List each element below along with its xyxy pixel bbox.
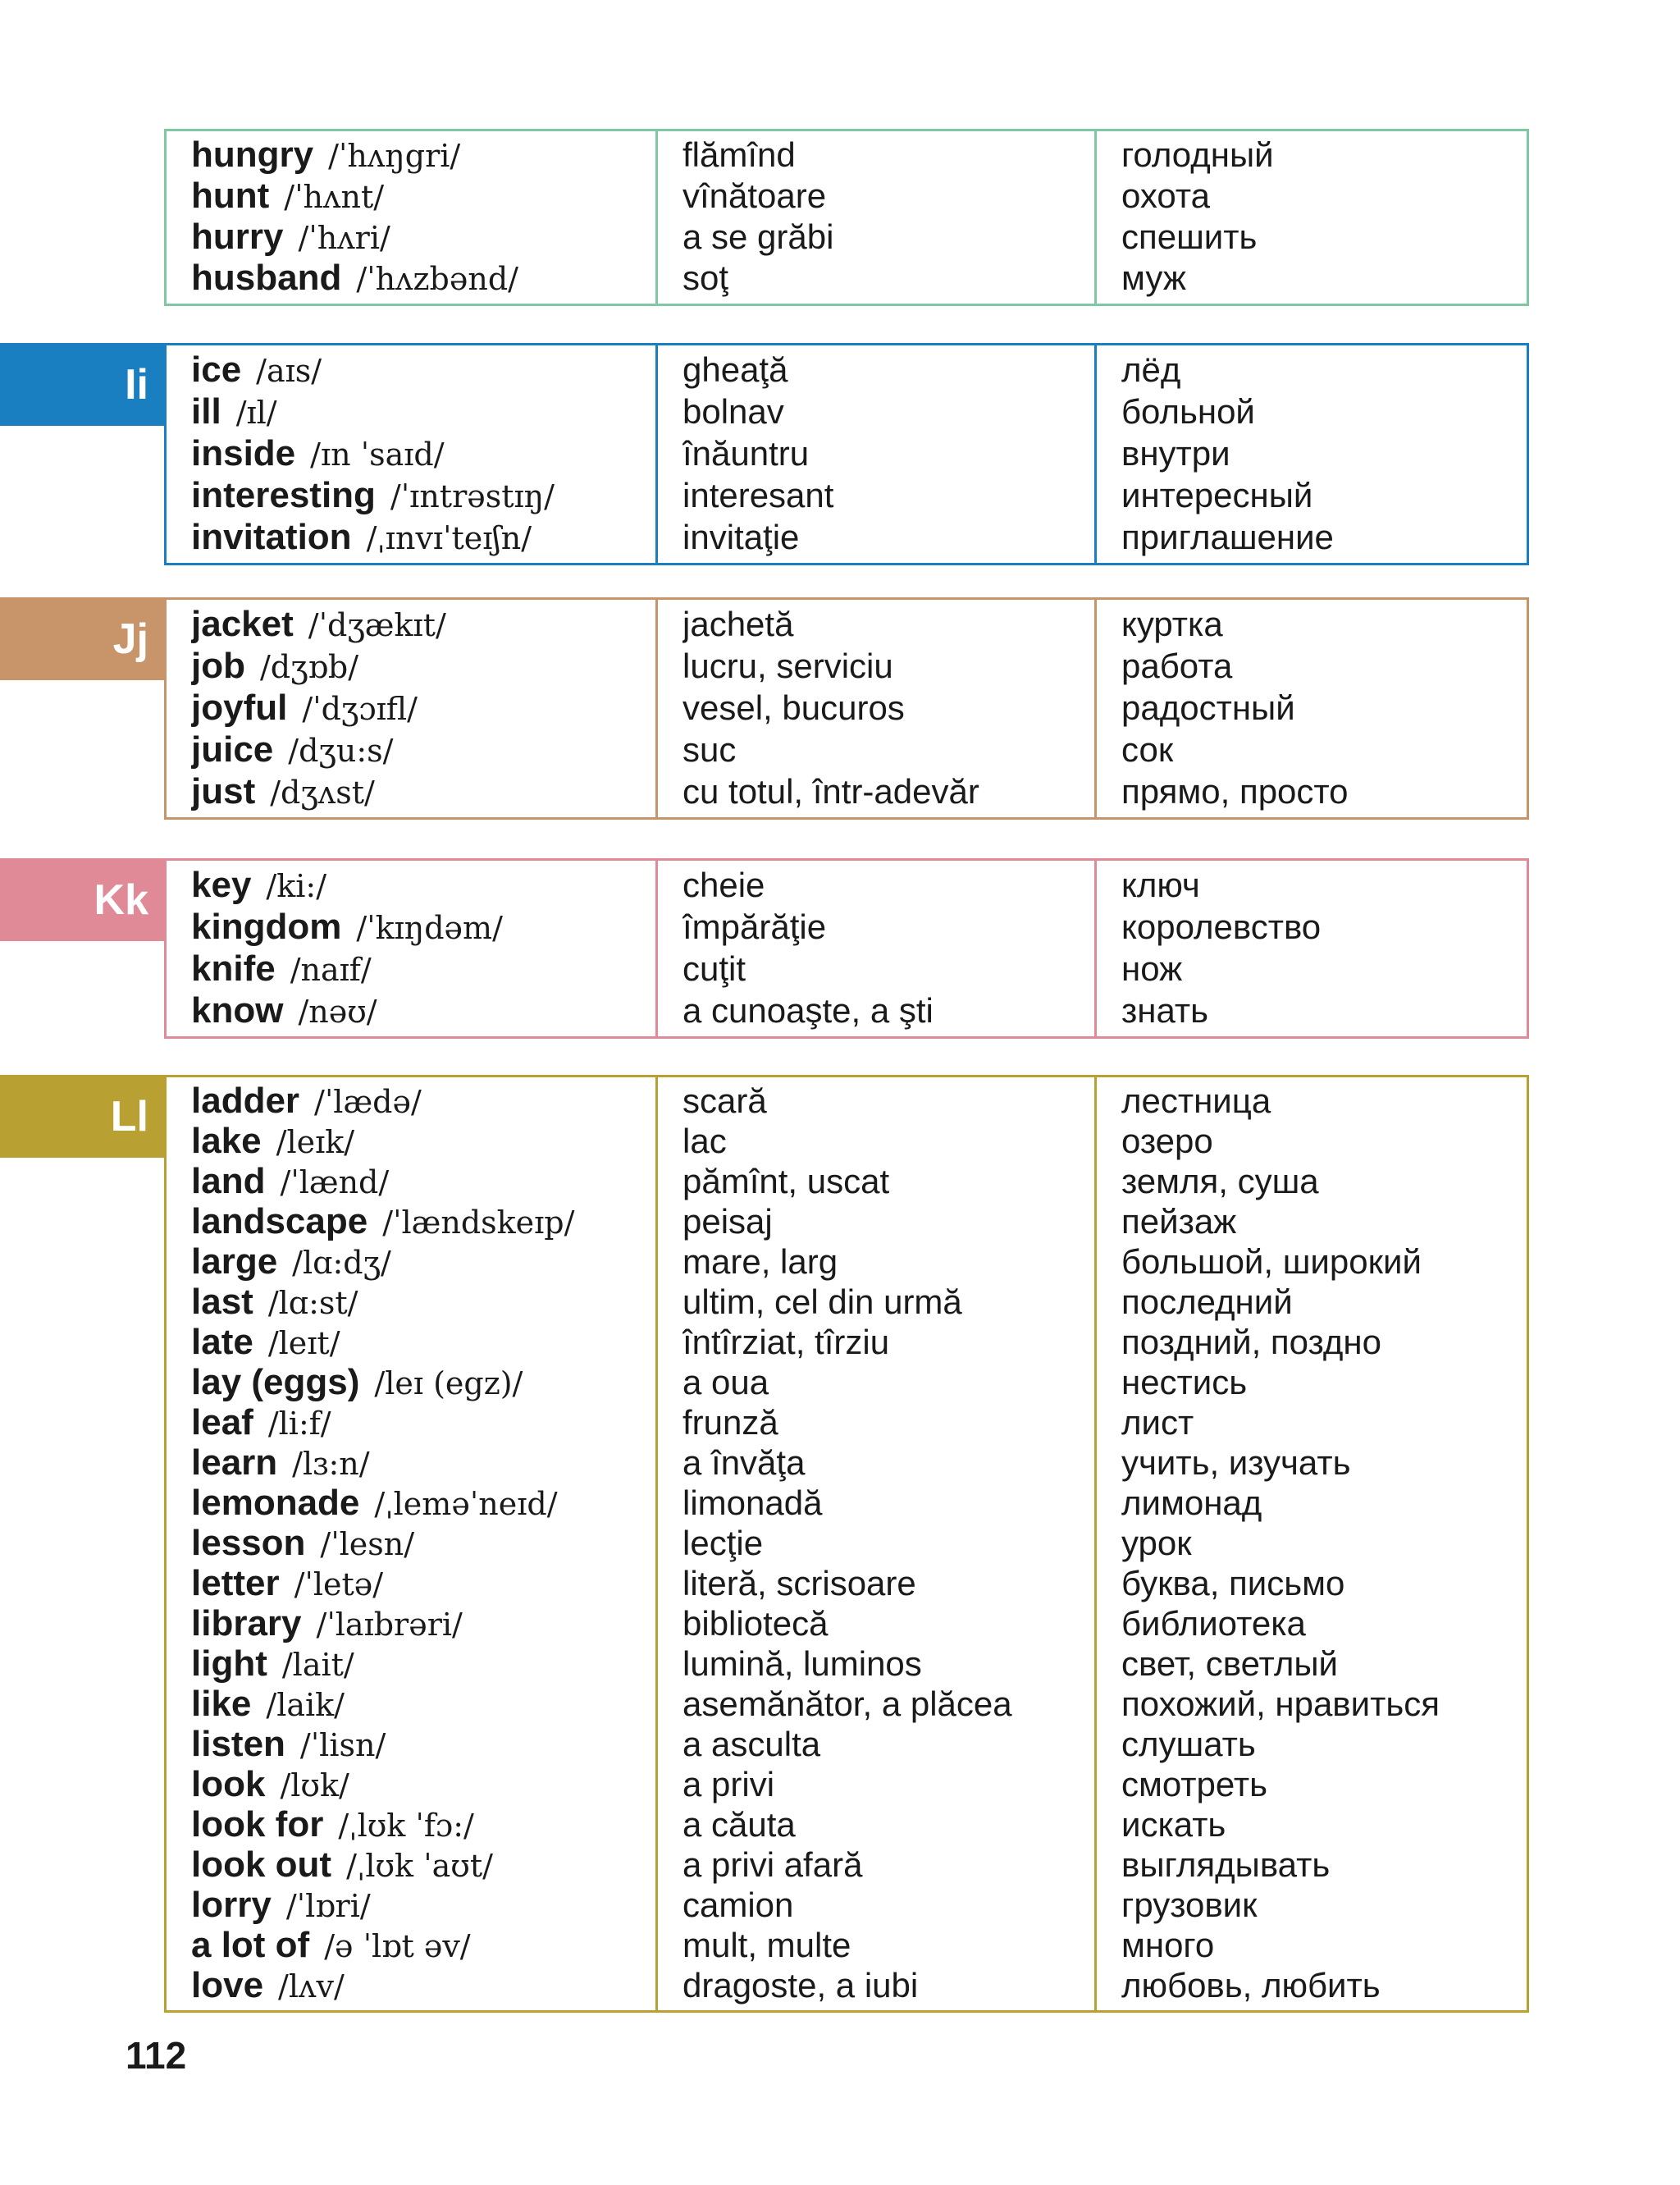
entry-english [191,1362,655,1402]
entry-word: a lot of [191,1925,310,1965]
entry-english [191,432,655,474]
entry-romanian: lucru, serviciu [682,647,893,685]
english-column [166,130,657,305]
entry-russian: приглашение [1121,518,1334,556]
entry-russian: куртка [1121,605,1223,643]
entry-english [191,176,655,217]
entry-english [191,1885,655,1925]
entry-english [191,349,655,391]
entry-transcription: /ˈhʌzbənd/ [356,261,518,297]
entry-transcription: /ˈkɪŋdəm/ [356,910,503,946]
entry-romanian: a privi afară [682,1845,863,1884]
entry-romanian: a cunoaşte, a şti [682,991,934,1030]
entry-transcription: /lɑ:st/ [267,1285,358,1321]
entry-word: husband [191,258,342,298]
entry-transcription: /lɜ:n/ [292,1446,370,1482]
entry-word: letter [191,1563,280,1603]
letter-tab-l: Ll [0,1075,167,1158]
entry-transcription: /leɪt/ [267,1325,340,1361]
entry-russian: библиотека [1121,1604,1306,1643]
entry-english [191,603,655,645]
vocab-table [164,129,1529,306]
entry-romanian: cu totul, într-adevăr [682,772,979,811]
vocab-table [164,343,1529,565]
entry-russian: много [1121,1926,1215,1964]
entry-romanian: limonadă [682,1483,823,1522]
russian-column [1096,599,1528,819]
vocab-table [164,1075,1529,2013]
entry-russian: смотреть [1121,1765,1267,1803]
entry-russian: знать [1121,991,1209,1030]
entry-romanian: bibliotecă [682,1604,829,1643]
entry-romanian: mult, multe [682,1926,851,1964]
entry-russian: сок [1121,730,1174,769]
entry-romanian: suc [682,730,737,769]
entry-word: hunt [191,176,270,216]
vocab-table [164,597,1529,820]
entry-russian: нож [1121,949,1183,988]
english-column [166,345,657,565]
entry-word: look for [191,1804,324,1844]
entry-romanian: bolnav [682,392,784,431]
entry-romanian: a asculta [682,1725,821,1763]
romanian-column [657,345,1096,565]
entry-english [191,258,655,299]
entry-transcription: /lait/ [281,1647,354,1683]
entry-russian: лимонад [1121,1483,1262,1522]
entry-transcription: /ˈɪntrəstɪŋ/ [390,478,555,514]
entry-romanian: pămînt, uscat [682,1162,890,1200]
entry-romanian: a învăţa [682,1443,806,1482]
entry-romanian: peisaj [682,1202,773,1241]
entry-transcription: /leɪ (egz)/ [374,1365,523,1401]
russian-column [1096,130,1528,305]
entry-russian: учить, изучать [1121,1443,1351,1482]
entry-english [191,1442,655,1483]
entry-transcription: /ˈhʌnt/ [284,179,385,215]
entry-russian: озеро [1121,1122,1213,1160]
entry-transcription: /leɪk/ [276,1124,355,1160]
entry-romanian: vesel, bucuros [682,688,905,727]
entry-english [191,1643,655,1684]
entry-word: juice [191,729,274,770]
entry-transcription: /lɑ:dʒ/ [292,1245,391,1281]
entry-romanian: lac [682,1122,727,1160]
entry-english [191,770,655,812]
entry-transcription: /ˈdʒɔɪfl/ [302,691,418,727]
entry-transcription: /ˈlænd/ [280,1164,390,1200]
entry-transcription: /ˈlisn/ [299,1727,386,1763]
entry-english [191,864,655,906]
entry-word: look [191,1764,266,1804]
entry-english [191,1844,655,1885]
entry-russian: прямо, просто [1121,772,1349,811]
entry-word: knife [191,949,276,989]
entry-english [191,391,655,432]
entry-russian: поздний, поздно [1121,1323,1381,1361]
entry-english [191,1322,655,1362]
entry-transcription: /dʒu:s/ [288,733,394,769]
entry-russian: искать [1121,1805,1226,1844]
entry-word: key [191,865,252,905]
romanian-column [657,599,1096,819]
entry-romanian: împărăţie [682,907,827,946]
entry-romanian: a căuta [682,1805,796,1844]
entry-russian: земля, суша [1121,1162,1319,1200]
romanian-column [657,130,1096,305]
vocab-row [166,860,1528,1038]
entry-romanian: invitaţie [682,518,800,556]
russian-column [1096,1077,1528,2012]
entry-russian: урок [1121,1524,1192,1562]
entry-english [191,217,655,258]
entry-transcription: /ˈhʌri/ [298,220,390,256]
entry-transcription: /lʊk/ [280,1767,349,1803]
entry-english [191,1483,655,1523]
entry-word: leaf [191,1402,253,1442]
english-column [166,599,657,819]
entry-transcription: /nəʊ/ [298,994,377,1030]
entry-transcription: /ˈlædə/ [314,1084,422,1120]
letter-tab-i: Ii [0,343,167,426]
vocab-row [166,1077,1528,2012]
letter-tab-j: Jj [0,597,167,680]
entry-word: lesson [191,1523,306,1563]
entry-word: inside [191,433,296,473]
entry-romanian: cuţit [682,949,746,988]
entry-english [191,906,655,948]
entry-word: kingdom [191,907,342,947]
entry-word: last [191,1282,253,1322]
entry-romanian: vînătoare [682,176,827,215]
entry-transcription: /ˌlʊk ˈfɔ:/ [338,1808,474,1844]
entry-romanian: a privi [682,1765,775,1803]
entry-word: library [191,1603,302,1643]
entry-romanian: interesant [682,476,834,514]
entry-english [191,1965,655,2005]
entry-romanian: a se grăbi [682,217,834,256]
letter-tab-k: Kk [0,858,167,941]
entry-word: ladder [191,1081,300,1121]
entry-russian: муж [1121,258,1186,297]
entry-word: just [191,771,256,811]
entry-transcription: /dʒɒb/ [259,649,359,685]
entry-romanian: asemănător, a plăcea [682,1684,1012,1723]
entry-transcription: /laik/ [266,1687,345,1723]
entry-russian: любовь, любить [1121,1966,1381,2004]
vocab-table [164,858,1529,1039]
entry-russian: грузовик [1121,1886,1258,1924]
entry-word: large [191,1241,278,1282]
entry-english [191,1804,655,1844]
entry-russian: лестница [1121,1081,1271,1120]
entry-russian: спешить [1121,217,1258,256]
entry-russian: интересный [1121,476,1313,514]
entry-russian: внутри [1121,434,1230,473]
entry-english [191,135,655,176]
entry-romanian: cheie [682,866,765,904]
entry-word: interesting [191,475,376,515]
entry-transcription: /naɪf/ [290,952,372,988]
entry-russian: больной [1121,392,1255,431]
vocab-row [166,599,1528,819]
entry-romanian: mare, larg [682,1242,838,1281]
entry-english [191,1201,655,1241]
entry-transcription: /ˌɪnvɪˈteɪʃn/ [366,520,532,556]
entry-russian: свет, светлый [1121,1644,1338,1683]
entry-russian: нестись [1121,1363,1248,1401]
romanian-column [657,860,1096,1038]
entry-transcription: /ˈlɒri/ [285,1888,371,1924]
entry-english [191,729,655,770]
entry-transcription: /ˈlesn/ [320,1526,415,1562]
entry-romanian: literă, scrisoare [682,1564,916,1602]
entry-transcription: /ˈhʌŋgri/ [328,138,461,174]
entry-word: lorry [191,1885,272,1925]
entry-english [191,1241,655,1282]
entry-word: look out [191,1844,332,1885]
entry-russian: ключ [1121,866,1200,904]
entry-english [191,1724,655,1764]
entry-russian: буква, письмо [1121,1564,1345,1602]
entry-english [191,1603,655,1643]
entry-russian: пейзаж [1121,1202,1237,1241]
entry-word: listen [191,1724,285,1764]
entry-transcription: /ə ˈlɒt əv/ [324,1928,471,1964]
entry-russian: лёд [1121,350,1181,389]
entry-russian: королевство [1121,907,1322,946]
entry-word: lemonade [191,1483,360,1523]
entry-english [191,1282,655,1322]
entry-english [191,1523,655,1563]
entry-word: job [191,646,245,686]
entry-romanian: jachetă [682,605,794,643]
entry-word: joyful [191,688,288,728]
entry-transcription: /ˌlʊk ˈaʊt/ [346,1848,493,1884]
entry-russian: последний [1121,1282,1293,1321]
entry-english [191,1081,655,1121]
entry-transcription: /ɪn ˈsaɪd/ [310,437,445,473]
entry-english [191,516,655,558]
entry-word: hungry [191,135,314,175]
english-column [166,860,657,1038]
entry-transcription: /ˈlændskeɪp/ [382,1204,575,1241]
russian-column [1096,345,1528,565]
vocab-row [166,345,1528,565]
entry-romanian: soţ [682,258,729,297]
entry-romanian: a oua [682,1363,769,1401]
vocab-row [166,130,1528,305]
entry-russian: охота [1121,176,1210,215]
entry-transcription: /ˈletə/ [294,1566,384,1602]
entry-english [191,687,655,729]
entry-word: lake [191,1121,262,1161]
entry-english [191,1764,655,1804]
entry-russian: слушать [1121,1725,1256,1763]
entry-russian: радостный [1121,688,1295,727]
entry-romanian: lumină, luminos [682,1644,922,1683]
entry-word: learn [191,1442,278,1483]
entry-transcription: /ˈlaɪbrəri/ [316,1607,463,1643]
entry-romanian: întîrziat, tîrziu [682,1323,890,1361]
entry-transcription: /ˈdʒækɪt/ [308,607,446,643]
entry-english [191,645,655,687]
entry-word: hurry [191,217,284,257]
entry-romanian: dragoste, a iubi [682,1966,919,2004]
entry-transcription: /aɪs/ [256,353,322,389]
entry-word: like [191,1684,252,1724]
page-number: 112 [126,2034,187,2077]
entry-romanian: ultim, cel din urmă [682,1282,962,1321]
entry-english [191,1161,655,1201]
entry-romanian: camion [682,1886,794,1924]
entry-word: landscape [191,1201,368,1241]
entry-word: love [191,1965,264,2005]
entry-word: light [191,1643,267,1684]
entry-word: lay (eggs) [191,1362,360,1402]
entry-romanian: frunză [682,1403,778,1442]
entry-russian: работа [1121,647,1233,685]
entry-english [191,1925,655,1965]
entry-word: jacket [191,604,294,644]
entry-english [191,1121,655,1161]
entry-transcription: /dʒʌst/ [270,775,375,811]
entry-word: ice [191,350,242,390]
entry-transcription: /ki:/ [266,868,327,904]
entry-russian: лист [1121,1403,1194,1442]
entry-russian: похожий, нравиться [1121,1684,1440,1723]
entry-transcription: /lʌv/ [278,1968,345,2004]
entry-romanian: înăuntru [682,434,810,473]
entry-russian: голодный [1121,135,1274,174]
entry-romanian: lecţie [682,1524,764,1562]
russian-column [1096,860,1528,1038]
entry-word: know [191,990,284,1031]
entry-transcription: /ˌleməˈneɪd/ [374,1486,558,1522]
entry-english [191,1402,655,1442]
entry-english [191,948,655,990]
entry-english [191,990,655,1031]
entry-word: late [191,1322,253,1362]
entry-english [191,1563,655,1603]
entry-word: land [191,1161,266,1201]
entry-word: invitation [191,517,352,557]
entry-romanian: gheaţă [682,350,788,389]
entry-english [191,474,655,516]
entry-romanian: scară [682,1081,767,1120]
romanian-column [657,1077,1096,2012]
entry-english [191,1684,655,1724]
entry-romanian: flămînd [682,135,796,174]
entry-transcription: /li:f/ [267,1406,331,1442]
entry-russian: выглядывать [1121,1845,1331,1884]
entry-russian: большой, широкий [1121,1242,1422,1281]
entry-transcription: /ɪl/ [235,395,277,431]
english-column [166,1077,657,2012]
entry-word: ill [191,391,221,432]
